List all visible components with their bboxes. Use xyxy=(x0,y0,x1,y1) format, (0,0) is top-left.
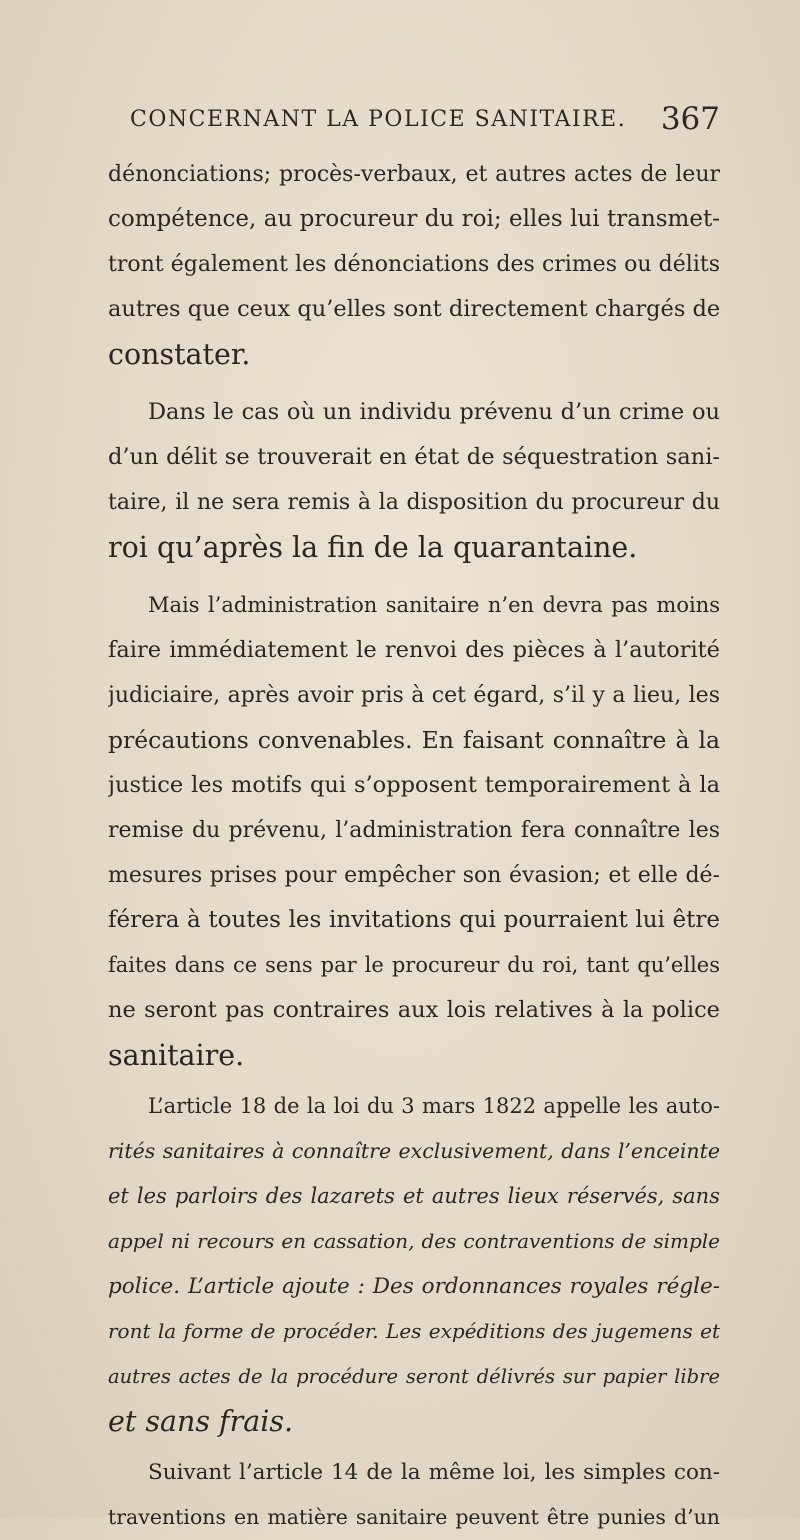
text-line: remise du prévenu, l’administration fera connaître les xyxy=(108,818,720,843)
text-line: roi qu’après la fin de la quarantaine. xyxy=(108,531,638,564)
text-line: taire, il ne sera remis à la disposition du procureur du xyxy=(108,490,720,515)
text-line: dénonciations; procès-verbaux, et autres actes de leur xyxy=(108,162,720,187)
running-title: CONCERNANT LA POLICE SANITAIRE. xyxy=(130,107,627,132)
text-line: Dans le cas où un individu prévenu d’un crime ou xyxy=(148,399,720,425)
text-line: ront la forme de procéder. Les expéditions des jugemens et xyxy=(108,1319,720,1343)
text-line: judiciaire, après avoir pris à cet égard, s’il y a lieu, les xyxy=(108,683,720,708)
text-line: faire immédiatement le renvoi des pièces à l’autorité xyxy=(108,637,720,663)
text-line: sanitaire. xyxy=(108,1039,245,1072)
text-line: constater. xyxy=(108,338,251,371)
text-line: autres que ceux qu’elles sont directement chargés de xyxy=(108,296,720,322)
text-line: précautions convenables. En faisant connaître à la xyxy=(108,726,720,754)
body-text xyxy=(108,152,720,1540)
text-line: faites dans ce sens par le procureur du roi, tant qu’elles xyxy=(108,953,720,977)
text-line: rités sanitaires à connaître exclusivement, dans l’enceinte xyxy=(108,1139,720,1163)
text-line: d’un délit se trouverait en état de séquestration sani- xyxy=(108,444,720,470)
text-line: et les parloirs des lazarets et autres lieux réservés, sans xyxy=(108,1184,720,1208)
text-line: Mais l’administration sanitaire n’en devra pas moins xyxy=(148,593,720,617)
page-number: 367 xyxy=(660,101,720,137)
text-line: L’article 18 de la loi du 3 mars 1822 appelle les auto- xyxy=(148,1094,720,1118)
text-line: ne seront pas contraires aux lois relatives à la police xyxy=(108,997,720,1023)
running-head xyxy=(130,101,720,141)
text-line: Suivant l’article 14 de la même loi, les simples con- xyxy=(148,1460,720,1485)
text-line: tront également les dénonciations des crimes ou délits xyxy=(108,252,720,277)
paragraph-article-18 xyxy=(108,1084,720,1444)
text-line: et sans frais. xyxy=(108,1405,293,1438)
paragraph-article-14 xyxy=(108,1450,720,1540)
text-line: justice les motifs qui s’opposent temporairement à la xyxy=(108,772,720,798)
text-line: appel ni recours en cassation, des contraventions de simple xyxy=(108,1229,720,1253)
paragraph-administration xyxy=(108,583,720,1078)
paragraph-spacer xyxy=(108,377,720,390)
paragraph-continuation xyxy=(108,152,720,377)
text-line: police. L’article ajoute : Des ordonnances royales régle- xyxy=(108,1274,720,1299)
text-line: mesures prises pour empêcher son évasion; et elle dé- xyxy=(108,863,720,888)
text-line: autres actes de la procédure seront délivrés sur papier libre xyxy=(108,1365,720,1388)
text-line: férera à toutes les invitations qui pourraient lui être xyxy=(108,907,720,933)
paragraph-spacer xyxy=(108,570,720,583)
paragraph-detained-suspect xyxy=(108,390,720,570)
text-line: traventions en matière sanitaire peuvent être punies d’un xyxy=(108,1505,720,1529)
text-line: compétence, au procureur du roi; elles lui transmet- xyxy=(108,206,720,232)
